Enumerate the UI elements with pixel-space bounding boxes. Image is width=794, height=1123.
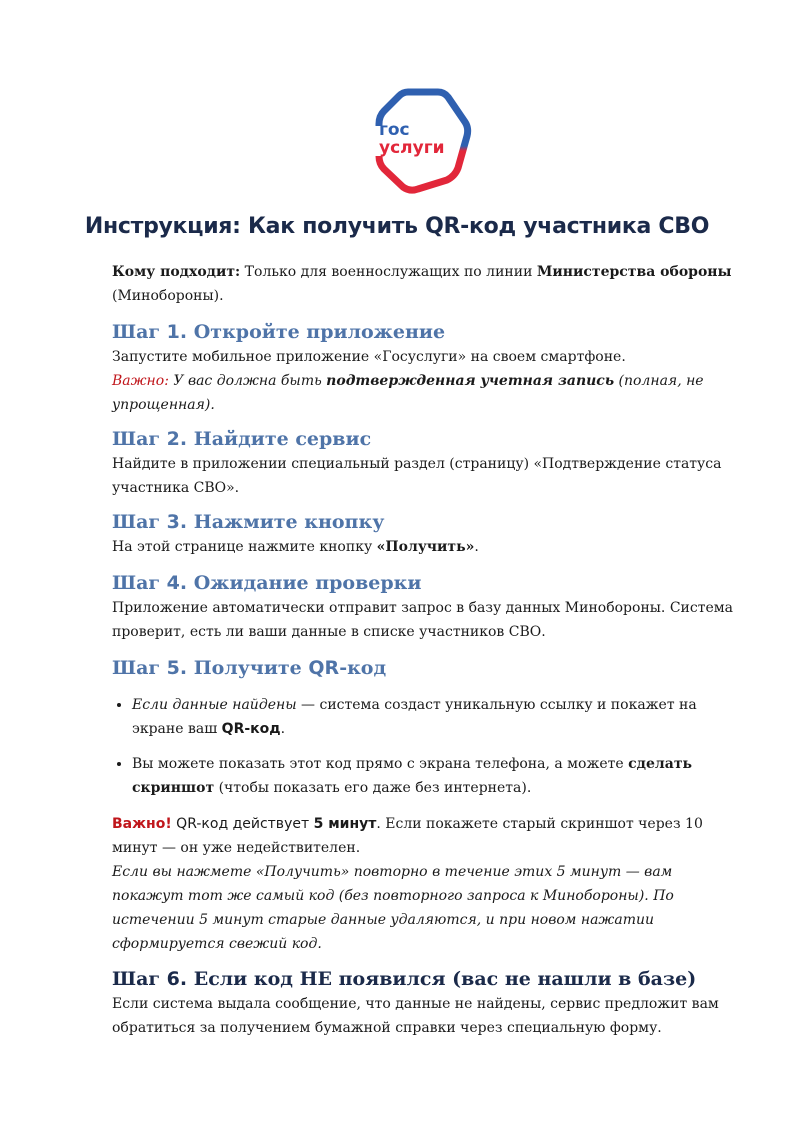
step3-text: На этой странице нажмите кнопку «Получить». — [112, 539, 479, 555]
step5-heading: Шаг 5. Получите QR-код — [112, 657, 387, 679]
gosuslugi-logo — [372, 86, 474, 194]
step3-heading: Шаг 3. Нажмите кнопку — [112, 511, 385, 533]
step1-important: Важно: У вас должна быть подтвержденная учетная запись (полная, не упрощенная). — [112, 373, 704, 413]
intro-bold: Кому подходит: — [112, 264, 241, 280]
step6-heading: Шаг 6. Если код НЕ появился (вас не нашли в базе) — [112, 968, 697, 990]
list-item: • Если данные найдены — система создаст уникальную ссылку и покажет на экране ваш QR-код. — [132, 693, 742, 741]
intro-paragraph — [112, 260, 742, 308]
step2-heading: Шаг 2. Найдите сервис — [112, 428, 372, 450]
document-body — [112, 260, 742, 1040]
step5-list — [112, 693, 742, 800]
step2-text: Найдите в приложении специальный раздел (страницу) «Подтверждение статуса участника СВО». — [112, 456, 722, 496]
logo-text-gos: гос — [379, 120, 410, 140]
list-item: • Вы можете показать этот код прямо с экрана телефона, а можете сделать скриншот (чтобы показать его даже без интернета). — [132, 752, 742, 800]
step4-heading: Шаг 4. Ожидание проверки — [112, 572, 422, 594]
step6-text: Если система выдала сообщение, что данные не найдены, сервис предложит вам обратиться за получением бумажной справки через специальную форму. — [112, 996, 719, 1036]
step1-heading: Шаг 1. Откройте приложение — [112, 321, 446, 343]
intro-text-tail: (Минобороны). — [112, 288, 224, 304]
step5-note: Если вы нажмете «Получить» повторно в течение этих 5 минут — вам покажут тот же самый код (без повторного запроса к Минобороны). По истечении 5 минут старые данные удаляются, и при новом нажатии сформируется свежий код. — [112, 864, 674, 952]
intro-bold-ministry: Министерства обороны — [536, 264, 732, 280]
page-title: Инструкция: Как получить QR-код участника СВО — [84, 214, 710, 239]
step4-text: Приложение автоматически отправит запрос в базу данных Минобороны. Система проверит, есть ли ваши данные в списке участников СВО. — [112, 600, 733, 640]
step1-text: Запустите мобильное приложение «Госуслуги» на своем смартфоне. — [112, 349, 626, 365]
logo-text-uslugi: услуги — [379, 138, 445, 158]
step5-important: Важно! QR-код действует 5 минут. Если покажете старый скриншот через 10 минут — он уже недействителен. — [112, 816, 703, 856]
intro-text: Только для военнослужащих по линии — [240, 264, 537, 280]
